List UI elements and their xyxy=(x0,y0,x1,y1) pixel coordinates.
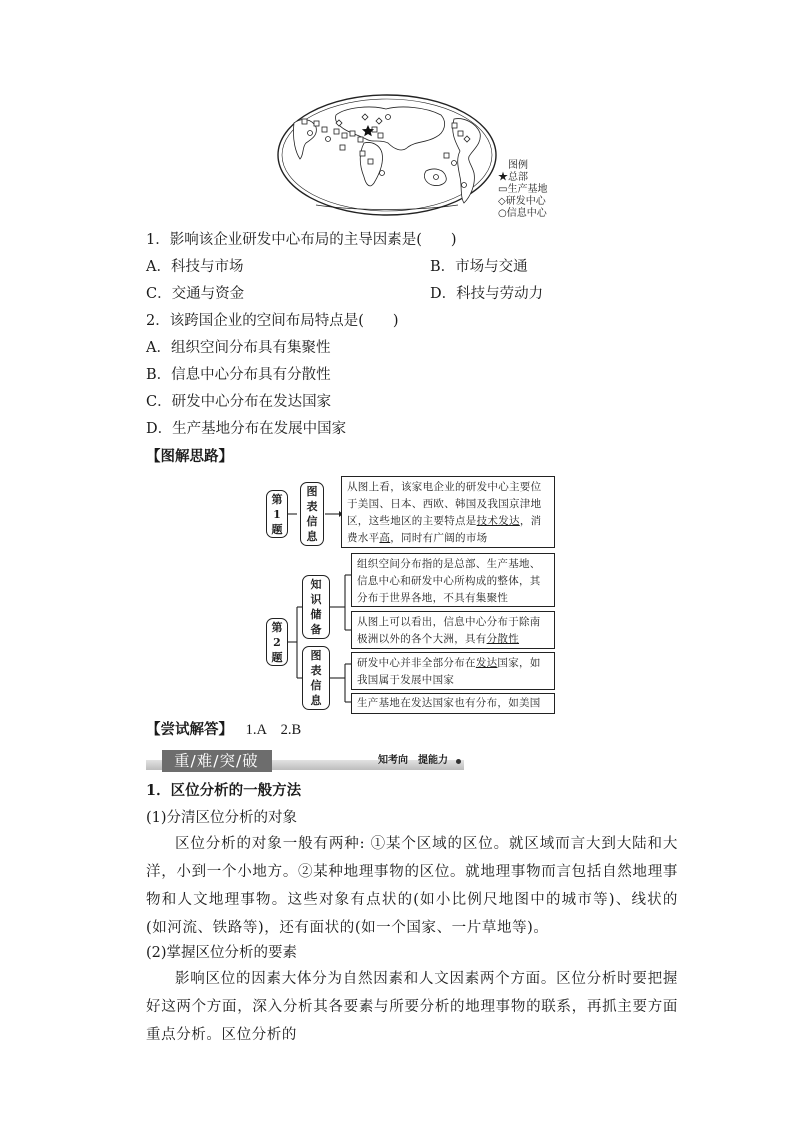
question-1-option-b: B．市场与交通 xyxy=(430,259,528,275)
question-2-option-a: A．组织空间分布具有集聚性 xyxy=(146,340,331,356)
question-2-label-box: 第 2 题 xyxy=(266,618,288,666)
map-legend xyxy=(498,160,558,220)
circle-icon: ○ xyxy=(498,208,507,219)
legend-title: 图例 xyxy=(508,160,528,171)
star-icon: ★ xyxy=(498,172,508,183)
question-1-option-d: D．科技与劳动力 xyxy=(430,286,544,302)
heading-1-1: (1)分清区位分析的对象 xyxy=(146,810,298,826)
question-1-option-c: C．交通与资金 xyxy=(146,286,245,302)
note-5: 生产基地在发达国家也有分布，如美国 xyxy=(351,693,555,714)
question-2-stem: 2．该跨国企业的空间布局特点是( ) xyxy=(146,313,399,329)
question-2-option-b: B．信息中心分布具有分散性 xyxy=(146,367,331,383)
chart-info-box-1: 图 表 信 息 xyxy=(300,482,324,546)
question-1-stem: 1．影响该企业研发中心布局的主导因素是( ) xyxy=(146,232,457,248)
world-map xyxy=(276,93,498,217)
question-1-label-box: 第 1 题 xyxy=(266,490,288,538)
world-map-graphic xyxy=(276,93,498,217)
paragraph-1: 区位分析的对象一般有两种: ①某个区域的区位。就区域而言大到大陆和大洋，小到一个小地方。②某种地理事物的区位。就地理事物而言包括自然地理事物和人文地理事物。这些对象有点状的(如小比例尺地图中的城市等)、线状的(如河流、铁路等)，还有面状的(如一个国家、一片草地等)。 xyxy=(146,836,678,936)
answer-label: 【尝试解答】 xyxy=(146,721,233,738)
legend-item-headquarters: ★总部 xyxy=(498,172,528,183)
note-2: 组织空间分布指的是总部、生产基地、信息中心和研发中心所构成的整体，其分布于世界各地，不具有集聚性 xyxy=(351,553,555,607)
legend-item-info-center: ○信息中心 xyxy=(498,208,547,219)
question-1-option-a: A．科技与市场 xyxy=(146,259,244,275)
banner-title: 重/难/突/破 xyxy=(174,752,259,770)
heading-1: 1．区位分析的一般方法 xyxy=(146,782,302,799)
knowledge-box: 知 识 储 备 xyxy=(302,575,330,639)
answer-line xyxy=(146,720,301,740)
rectangle-icon: ▭ xyxy=(498,184,508,195)
legend-item-rd-center: ◇研发中心 xyxy=(498,196,546,207)
paragraph-2: 影响区位的因素大体分为自然因素和人文因素两个方面。区位分析时要把握好这两个方面，深入分析其各要素与所要分析的地理事物的联系，再抓主要方面重点分析。区位分析的 xyxy=(146,971,678,1043)
question-2-option-d: D．生产基地分布在发展中国家 xyxy=(146,421,347,437)
section-banner xyxy=(146,750,464,772)
answer-text: 1.A 2.B xyxy=(245,722,302,738)
heading-1-2: (2)掌握区位分析的要素 xyxy=(146,945,298,961)
legend-item-production-base: ▭生产基地 xyxy=(498,184,548,195)
banner-dot-icon xyxy=(456,759,461,764)
note-4: 研发中心并非全部分布在发达国家，如我国属于发展中国家 xyxy=(351,652,555,690)
note-3: 从图上可以看出，信息中心分布于除南极洲以外的各个大洲，具有分散性 xyxy=(351,611,555,649)
thinking-header: 【图解思路】 xyxy=(146,448,233,465)
chart-info-box-2: 图 表 信 息 xyxy=(302,646,330,710)
note-1: 从图上看，该家电企业的研发中心主要位于美国、日本、西欧、韩国及我国京津地区，这些地区的主要特点是技术发达，消费水平高，同时有广阔的市场 xyxy=(341,476,555,548)
banner-tagline: 知考向 提能力 xyxy=(378,755,448,766)
diamond-icon: ◇ xyxy=(498,196,506,207)
question-2-option-c: C．研发中心分布在发达国家 xyxy=(146,394,332,410)
